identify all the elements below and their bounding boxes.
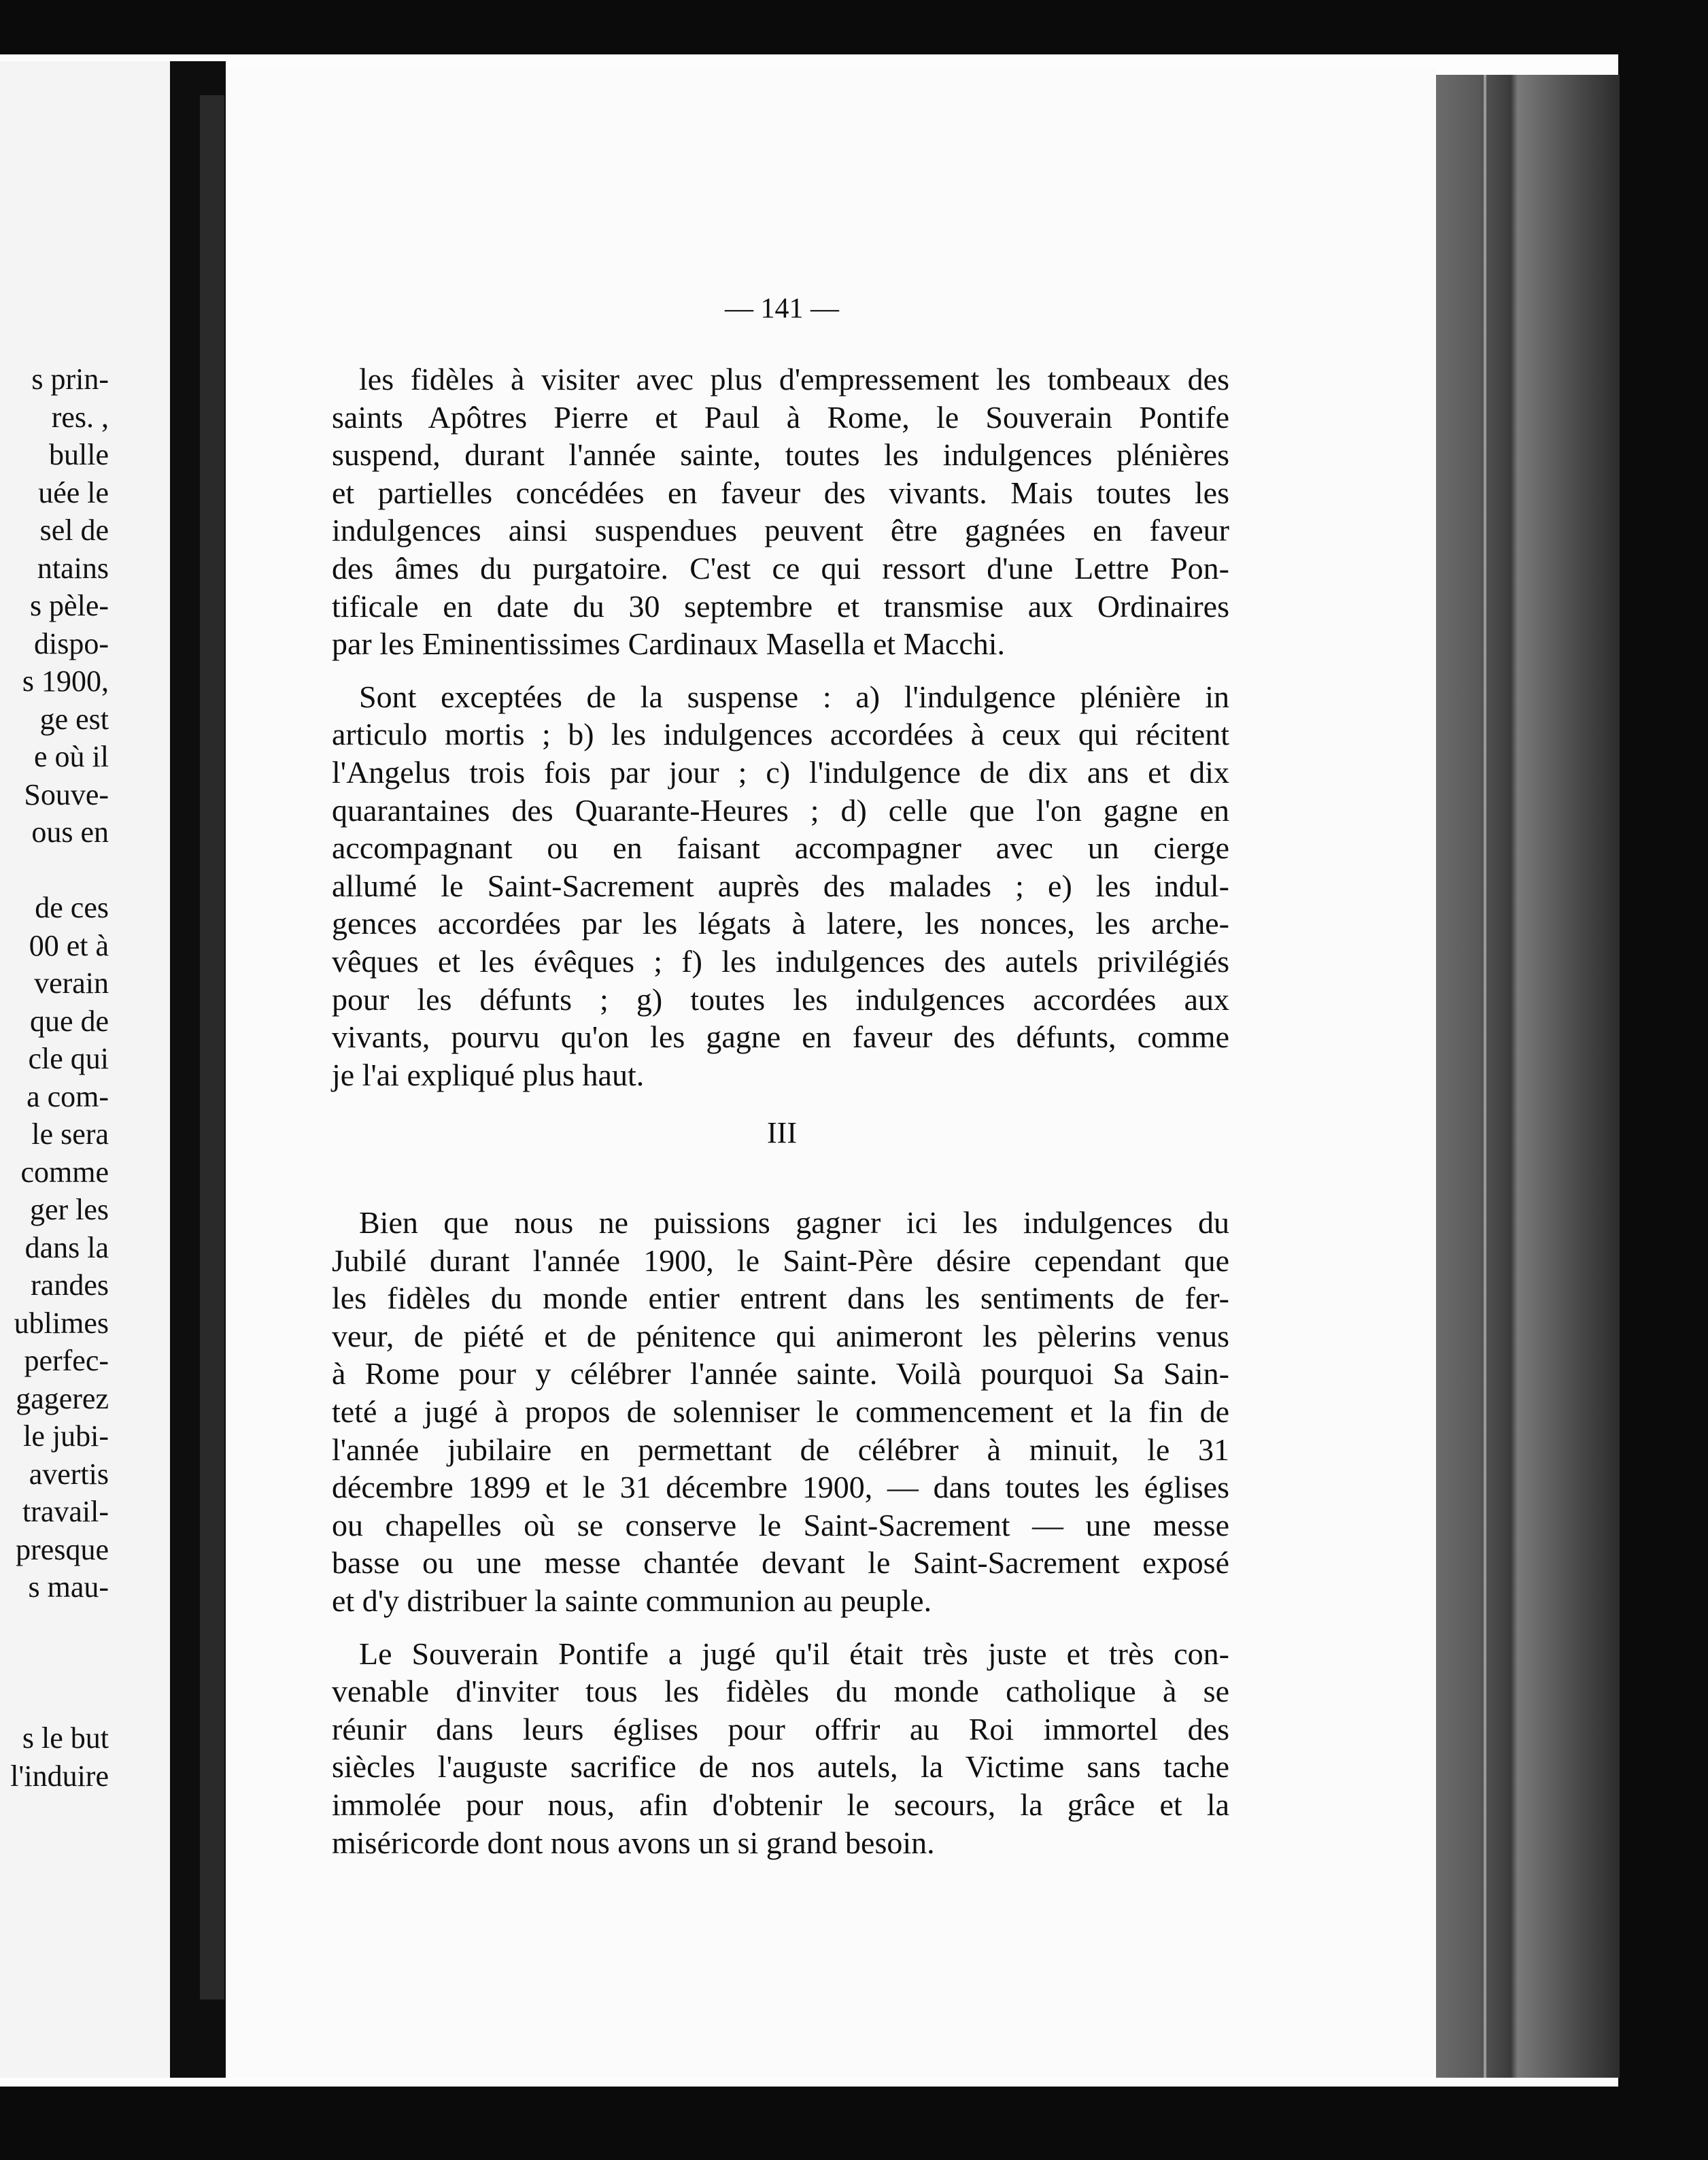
text-line: venable d'inviter tous les fidèles du monde catholique à se — [332, 1674, 1229, 1709]
text-line: décembre 1899 et le 31 décembre 1900, — dans toutes les églises — [332, 1470, 1229, 1505]
left-page-line: avertis — [29, 1457, 109, 1491]
left-page-line: s le but — [22, 1721, 109, 1755]
left-page-line: dispo- — [34, 626, 109, 660]
text-line: Le Souverain Pontife a jugé qu'il était très juste et très con- — [359, 1636, 1229, 1671]
text-line: quarantaines des Quarante-Heures ; d) celle que l'on gagne en — [332, 792, 1229, 828]
left-page-line: ublimes — [14, 1306, 109, 1340]
text-line: gences accordées par les légats à latere, les nonces, les arche- — [332, 906, 1229, 941]
text-line: vêques et les évêques ; f) les indulgences des autels privilégiés — [332, 943, 1229, 979]
left-page-line: Souve- — [24, 777, 109, 811]
text-line: des âmes du purgatoire. C'est ce qui ressort d'une Lettre Pon- — [332, 550, 1229, 586]
text-line: les fidèles du monde entier entrent dans les sentiments de fer- — [332, 1281, 1229, 1316]
text-line: accompagnant ou en faisant accompagner avec un cierge — [332, 830, 1229, 866]
left-page-line: sel de — [39, 513, 109, 547]
text-line: à Rome pour y célébrer l'année sainte. Voilà pourquoi Sa Sain- — [332, 1356, 1229, 1391]
left-page-line: bulle — [49, 438, 109, 471]
left-page-line: a com- — [27, 1079, 109, 1113]
text-line: allumé le Saint-Sacrement auprès des malades ; e) les indul- — [332, 868, 1229, 903]
page-block-edge — [1436, 75, 1620, 2078]
text-line: basse ou une messe chantée devant le Saint-Sacrement exposé — [332, 1545, 1229, 1581]
paragraph — [332, 360, 1229, 663]
text-line: tificale en date du 30 septembre et transmise aux Ordinaires — [332, 588, 1229, 624]
body-text-part-1 — [332, 360, 1229, 1094]
left-page-line: que de — [29, 1004, 109, 1038]
left-page-line: cle qui — [28, 1042, 109, 1075]
left-page-line: le sera — [31, 1117, 109, 1151]
scan-border-top — [0, 0, 1708, 54]
paragraph-spacer — [332, 1620, 1229, 1635]
left-page-line: ge est — [39, 702, 109, 736]
gutter-shade — [200, 95, 224, 1999]
text-line: suspend, durant l'année sainte, toutes les indulgences plénières — [332, 437, 1229, 473]
text-line: par les Eminentissimes Cardinaux Masella et Macchi. — [332, 626, 1006, 662]
text-line: et d'y distribuer la sainte communion au peuple. — [332, 1583, 932, 1618]
left-page-line: de ces — [35, 891, 109, 924]
text-line: teté a jugé à propos de solenniser le commencement et la fin de — [332, 1394, 1229, 1429]
text-line: indulgences ainsi suspendues peuvent être gagnées en faveur — [332, 513, 1229, 548]
left-page-line: s pèle- — [29, 589, 109, 622]
text-line: ou chapelles où se conserve le Saint-Sacrement — une messe — [332, 1507, 1229, 1542]
body-text-part-2 — [332, 1204, 1229, 1861]
left-page-line: s prin- — [31, 362, 109, 396]
left-page — [0, 61, 170, 2078]
left-page-line: dans la — [24, 1230, 109, 1264]
text-line: je l'ai expliqué plus haut. — [332, 1057, 645, 1092]
text-line: veur, de piété et de pénitence qui animeront les pèlerins venus — [332, 1318, 1229, 1353]
left-page-line: uée le — [38, 475, 109, 509]
left-page-line: perfec- — [24, 1344, 109, 1377]
scan-border-bottom — [0, 2087, 1708, 2160]
paragraph — [332, 1635, 1229, 1862]
text-line: pour les défunts ; g) toutes les indulgences accordées aux — [332, 981, 1229, 1017]
scan-border-right — [1618, 0, 1708, 2160]
text-line: miséricorde dont nous avons un si grand besoin. — [332, 1825, 935, 1860]
text-line: Sont exceptées de la suspense : a) l'indulgence plénière in — [359, 679, 1229, 714]
left-page-line: e où il — [34, 740, 109, 773]
left-page-line: comme — [20, 1155, 109, 1189]
left-page-line: 00 et à — [29, 928, 109, 962]
text-line: siècles l'auguste sacrifice de nos autels, la Victime sans tache — [332, 1749, 1229, 1785]
text-line: les fidèles à visiter avec plus d'empressement les tombeaux des — [359, 362, 1229, 396]
left-page-line: s mau- — [28, 1570, 109, 1604]
text-line: réunir dans leurs églises pour offrir au Roi immortel des — [332, 1711, 1229, 1746]
left-page-line: l'induire — [10, 1759, 109, 1793]
page-number: — 141 — — [725, 293, 839, 324]
left-page-line: ous en — [31, 815, 109, 849]
text-line: Bien que nous ne puissions gagner ici les indulgences du — [359, 1205, 1229, 1240]
text-line: immolée pour nous, afin d'obtenir le secours, la grâce et la — [332, 1787, 1229, 1822]
left-page-line: gagerez — [16, 1381, 109, 1415]
left-page-line — [0, 1606, 109, 1644]
text-line: et partielles concédées en faveur des vivants. Mais toutes les — [332, 475, 1229, 510]
left-page-text-fragments — [0, 360, 109, 1795]
left-page-line: ntains — [37, 551, 109, 585]
page-block-edge-line — [1484, 75, 1486, 2078]
paragraph-spacer — [332, 663, 1229, 678]
left-page-line: le jubi- — [23, 1419, 109, 1453]
text-line: l'Angelus trois fois par jour ; c) l'indulgence de dix ans et dix — [332, 754, 1229, 790]
left-page-line: s 1900, — [22, 664, 109, 698]
left-page-line: presque — [16, 1532, 109, 1566]
section-heading: III — [767, 1116, 797, 1149]
paragraph — [332, 678, 1229, 1094]
text-line: vivants, pourvu qu'on les gagne en faveur des défunts, comme — [332, 1019, 1229, 1055]
text-line: saints Apôtres Pierre et Paul à Rome, le Souverain Pontife — [332, 399, 1229, 435]
left-page-line — [0, 1644, 109, 1682]
left-page-line: verain — [34, 966, 109, 1000]
left-page-line: ger les — [29, 1193, 109, 1226]
text-line: l'année jubilaire en permettant de célébrer à minuit, le 31 — [332, 1432, 1229, 1467]
paragraph — [332, 1204, 1229, 1620]
text-line: Jubilé durant l'année 1900, le Saint-Père désire cependant que — [332, 1243, 1229, 1278]
left-page-line: randes — [31, 1268, 109, 1302]
left-page-line: res. , — [51, 400, 109, 434]
text-line: articulo mortis ; b) les indulgences accordées à ceux qui récitent — [332, 717, 1229, 752]
left-page-line — [0, 1682, 109, 1720]
left-page-line — [0, 851, 109, 890]
left-page-line: travail- — [22, 1495, 109, 1528]
